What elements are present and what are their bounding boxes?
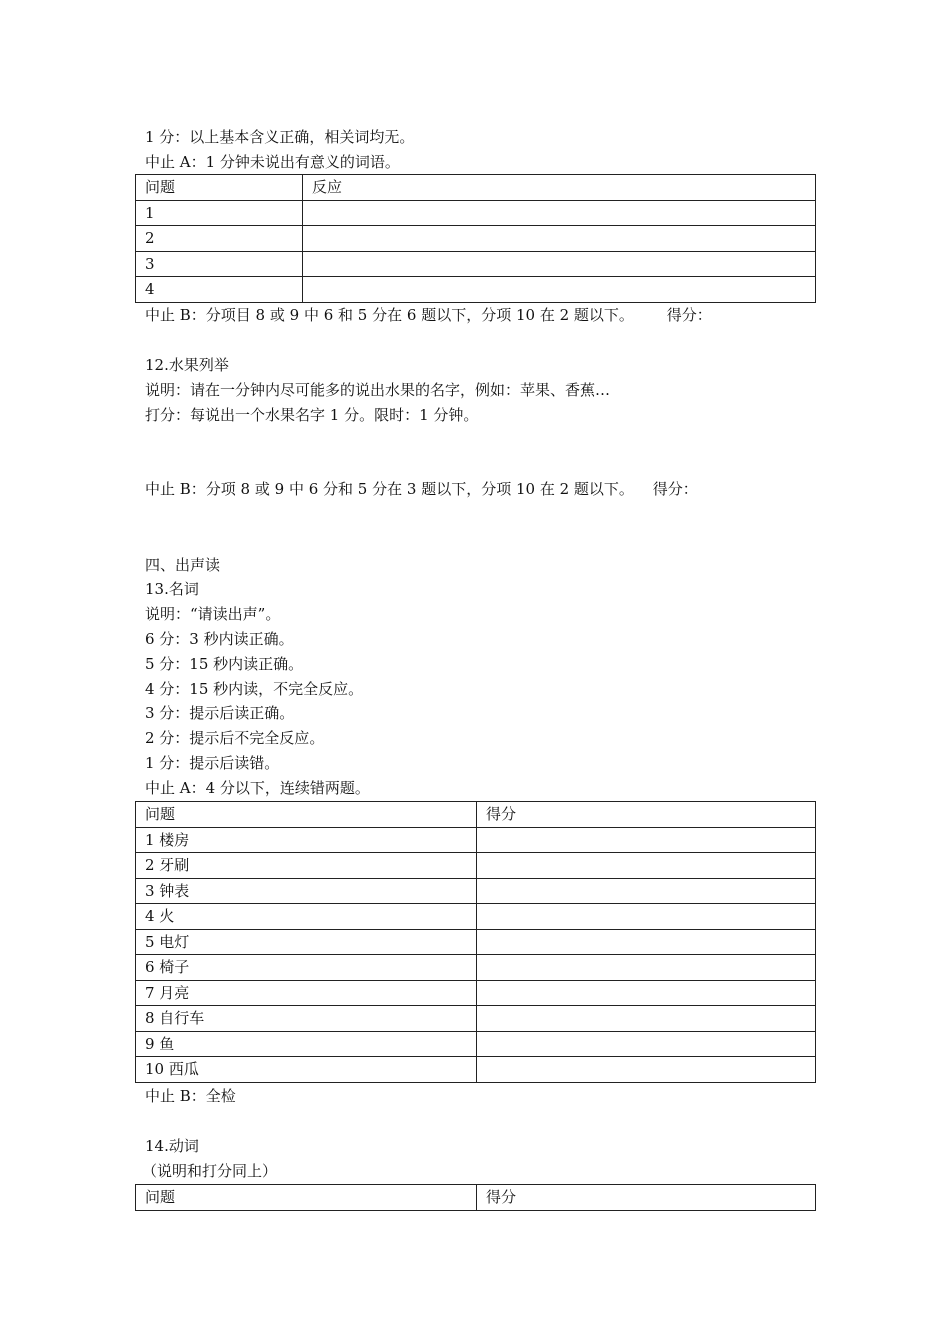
item-cell: 5 电灯 — [136, 929, 477, 955]
noun-title: 13.名词 — [145, 580, 199, 598]
item-cell: 9 鱼 — [136, 1031, 477, 1057]
table-row — [136, 878, 816, 904]
response-table — [135, 174, 816, 303]
noun-instruction: 说明：“请读出声”。 — [145, 605, 281, 623]
score-cell[interactable] — [477, 1031, 816, 1057]
stop-a-rule: 中止 A：1 分钟未说出有意义的词语。 — [145, 153, 400, 171]
score-1-criterion: 1 分：以上基本含义正确，相关词均无。 — [145, 128, 415, 146]
item-cell: 10 西瓜 — [136, 1057, 477, 1083]
table-row — [136, 929, 816, 955]
score-cell[interactable] — [477, 955, 816, 981]
item-cell: 6 椅子 — [136, 955, 477, 981]
table-row — [136, 200, 816, 226]
table-cell: 2 — [136, 226, 303, 252]
response-cell[interactable] — [303, 226, 816, 252]
table-row — [136, 853, 816, 879]
table-cell: 1 — [136, 200, 303, 226]
stop-b-text: 中止 B：分项目 8 或 9 中 6 和 5 分在 6 题以下，分项 10 在 2 题以下。 — [145, 306, 634, 324]
fruit-scoring: 打分：每说出一个水果名字 1 分。限时：1 分钟。 — [145, 406, 479, 424]
table-header-cell: 得分 — [477, 802, 816, 828]
criterion-3: 3 分：提示后读正确。 — [145, 704, 295, 722]
table-row — [136, 980, 816, 1006]
table-row — [136, 1006, 816, 1032]
table-row — [136, 251, 816, 277]
item-cell: 1 楼房 — [136, 827, 477, 853]
table-header-row — [136, 802, 816, 828]
verb-note: （说明和打分同上） — [142, 1162, 278, 1180]
table-row — [136, 226, 816, 252]
verb-title: 14.动词 — [145, 1137, 199, 1155]
fruit-stop-b-rule — [145, 479, 698, 499]
noun-stop-b-rule: 中止 B：全检 — [145, 1087, 236, 1105]
table-header-cell: 问题 — [136, 802, 477, 828]
table-header-row — [136, 175, 816, 201]
score-cell[interactable] — [477, 827, 816, 853]
criterion-5: 5 分：15 秒内读正确。 — [145, 655, 304, 673]
table-row — [136, 1057, 816, 1083]
criterion-6: 6 分：3 秒内读正确。 — [145, 630, 294, 648]
stop-b-rule — [145, 305, 712, 325]
fruit-instruction: 说明：请在一分钟内尽可能多的说出水果的名字，例如：苹果、香蕉… — [145, 381, 611, 399]
score-label: 得分： — [666, 306, 712, 324]
criterion-1: 1 分：提示后读错。 — [145, 754, 280, 772]
item-cell: 3 钟表 — [136, 878, 477, 904]
table-header-cell: 得分 — [477, 1185, 816, 1211]
table-row — [136, 955, 816, 981]
table-row — [136, 277, 816, 303]
table-header-cell: 反应 — [303, 175, 816, 201]
table-cell: 4 — [136, 277, 303, 303]
noun-score-table — [135, 801, 816, 1083]
score-cell[interactable] — [477, 1057, 816, 1083]
criterion-2: 2 分：提示后不完全反应。 — [145, 729, 325, 747]
stop-b-text: 中止 B：分项 8 或 9 中 6 分和 5 分在 3 题以下，分项 10 在 2 题以下。 — [145, 480, 634, 498]
reading-section-title: 四、出声读 — [145, 556, 221, 574]
criterion-4: 4 分：15 秒内读，不完全反应。 — [145, 680, 364, 698]
table-row — [136, 904, 816, 930]
item-cell: 2 牙刷 — [136, 853, 477, 879]
score-cell[interactable] — [477, 878, 816, 904]
score-cell[interactable] — [477, 980, 816, 1006]
response-cell[interactable] — [303, 277, 816, 303]
table-header-row — [136, 1185, 816, 1211]
noun-stop-a-rule: 中止 A：4 分以下，连续错两题。 — [145, 779, 370, 797]
table-header-cell: 问题 — [136, 175, 303, 201]
score-cell[interactable] — [477, 853, 816, 879]
verb-score-table — [135, 1184, 816, 1211]
table-row — [136, 827, 816, 853]
score-cell[interactable] — [477, 929, 816, 955]
table-header-cell: 问题 — [136, 1185, 477, 1211]
table-cell: 3 — [136, 251, 303, 277]
score-cell[interactable] — [477, 904, 816, 930]
item-cell: 4 火 — [136, 904, 477, 930]
score-label: 得分： — [652, 480, 698, 498]
score-cell[interactable] — [477, 1006, 816, 1032]
table-row — [136, 1031, 816, 1057]
item-cell: 8 自行车 — [136, 1006, 477, 1032]
item-cell: 7 月亮 — [136, 980, 477, 1006]
response-cell[interactable] — [303, 251, 816, 277]
response-cell[interactable] — [303, 200, 816, 226]
fruit-section-title: 12.水果列举 — [145, 356, 229, 374]
